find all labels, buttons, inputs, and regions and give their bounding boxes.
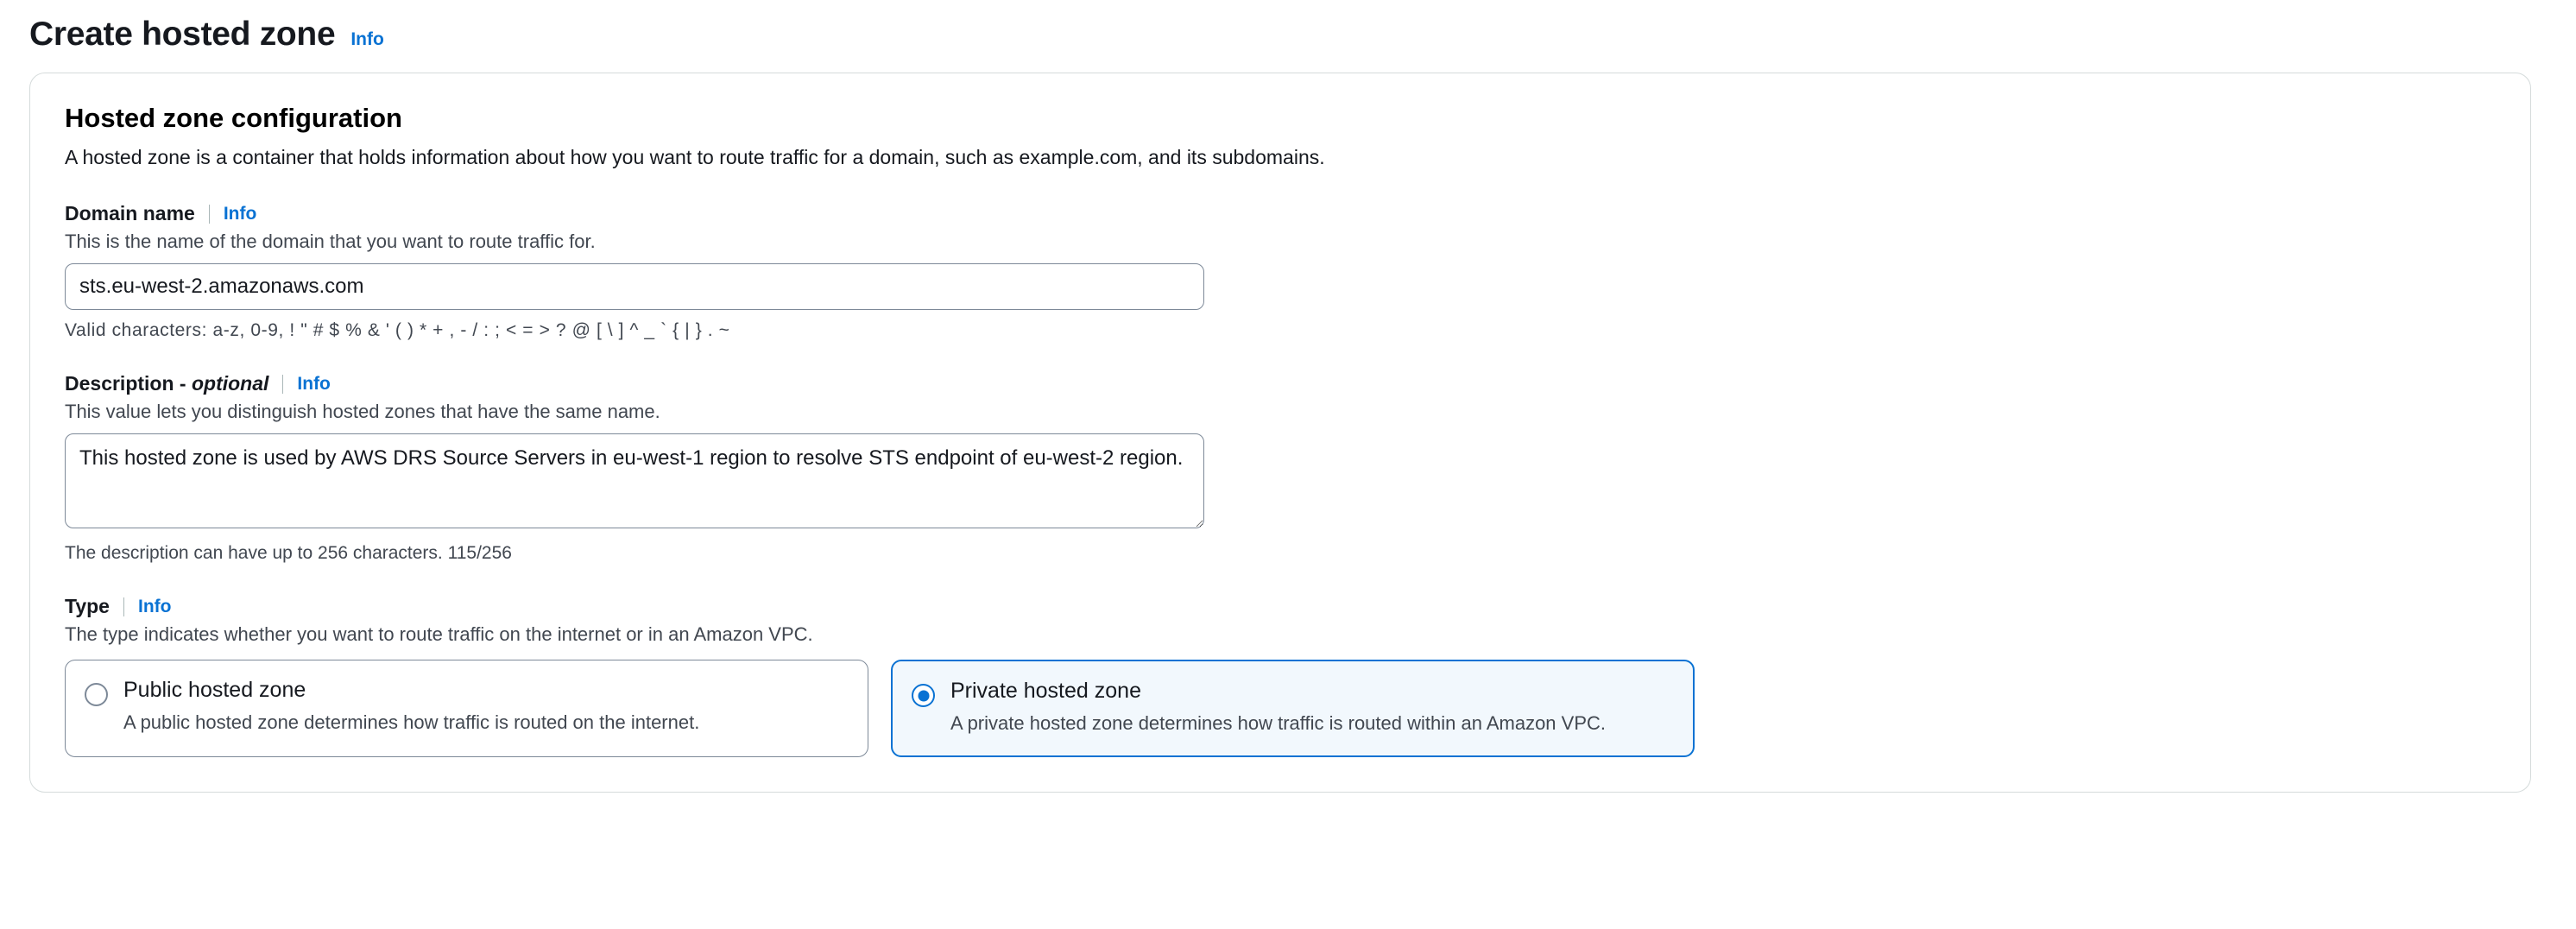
type-info-link[interactable]: Info — [137, 596, 172, 616]
description-optional-text: optional — [191, 372, 269, 395]
hosted-zone-configuration-panel — [29, 73, 2531, 793]
radio-card-private-hosted-zone[interactable] — [891, 660, 1695, 757]
type-field-block — [65, 595, 2496, 757]
radio-desc-private: A private hosted zone determines how traffic is routed within an Amazon VPC. — [950, 712, 1606, 734]
radio-title-public: Public hosted zone — [123, 678, 306, 702]
type-help: The type indicates whether you want to route traffic on the internet or in an Amazon VPC. — [65, 623, 813, 645]
domain-name-input[interactable] — [65, 263, 1204, 310]
type-radio-group — [65, 660, 2496, 757]
domain-name-field-block — [65, 202, 2496, 341]
label-divider — [282, 375, 283, 394]
radio-card-text — [123, 678, 849, 736]
domain-name-help: This is the name of the domain that you want to route traffic for. — [65, 231, 596, 252]
description-label — [65, 372, 268, 395]
domain-name-info-link[interactable]: Info — [223, 203, 257, 224]
description-textarea[interactable] — [65, 433, 1204, 528]
label-divider — [209, 205, 210, 224]
description-help: This value lets you distinguish hosted zones that have the same name. — [65, 401, 660, 422]
radio-card-public-hosted-zone[interactable] — [65, 660, 868, 757]
radio-button-icon[interactable] — [85, 683, 108, 706]
panel-subtitle: A hosted zone is a container that holds information about how you want to route traffic for a domain, such as example.com, and its subdomains. — [65, 146, 1325, 168]
description-field-block — [65, 372, 2496, 564]
domain-name-label-row — [65, 202, 2496, 225]
page-info-link[interactable]: Info — [350, 29, 384, 49]
description-label-row — [65, 372, 2496, 395]
radio-title-private: Private hosted zone — [950, 679, 1141, 703]
radio-card-text — [950, 679, 1674, 736]
type-label: Type — [65, 595, 110, 617]
page-title: Create hosted zone — [29, 16, 336, 53]
radio-desc-public: A public hosted zone determines how traffic is routed on the internet. — [123, 711, 700, 733]
description-info-link[interactable]: Info — [297, 373, 331, 394]
domain-name-constraint: Valid characters: a-z, 0-9, ! " # $ % & ' ( ) * + , - / : ; < = > ? @ [ \ ] ^ _ ` { | } . ~ — [65, 320, 730, 340]
description-character-counter: The description can have up to 256 characters. 115/256 — [65, 543, 512, 563]
page-header — [29, 16, 2547, 54]
description-label-text: Description - — [65, 372, 192, 395]
radio-button-icon[interactable] — [912, 684, 935, 707]
label-divider — [123, 597, 124, 616]
panel-title: Hosted zone configuration — [65, 103, 402, 133]
type-label-row — [65, 595, 2496, 618]
domain-name-label: Domain name — [65, 202, 195, 224]
